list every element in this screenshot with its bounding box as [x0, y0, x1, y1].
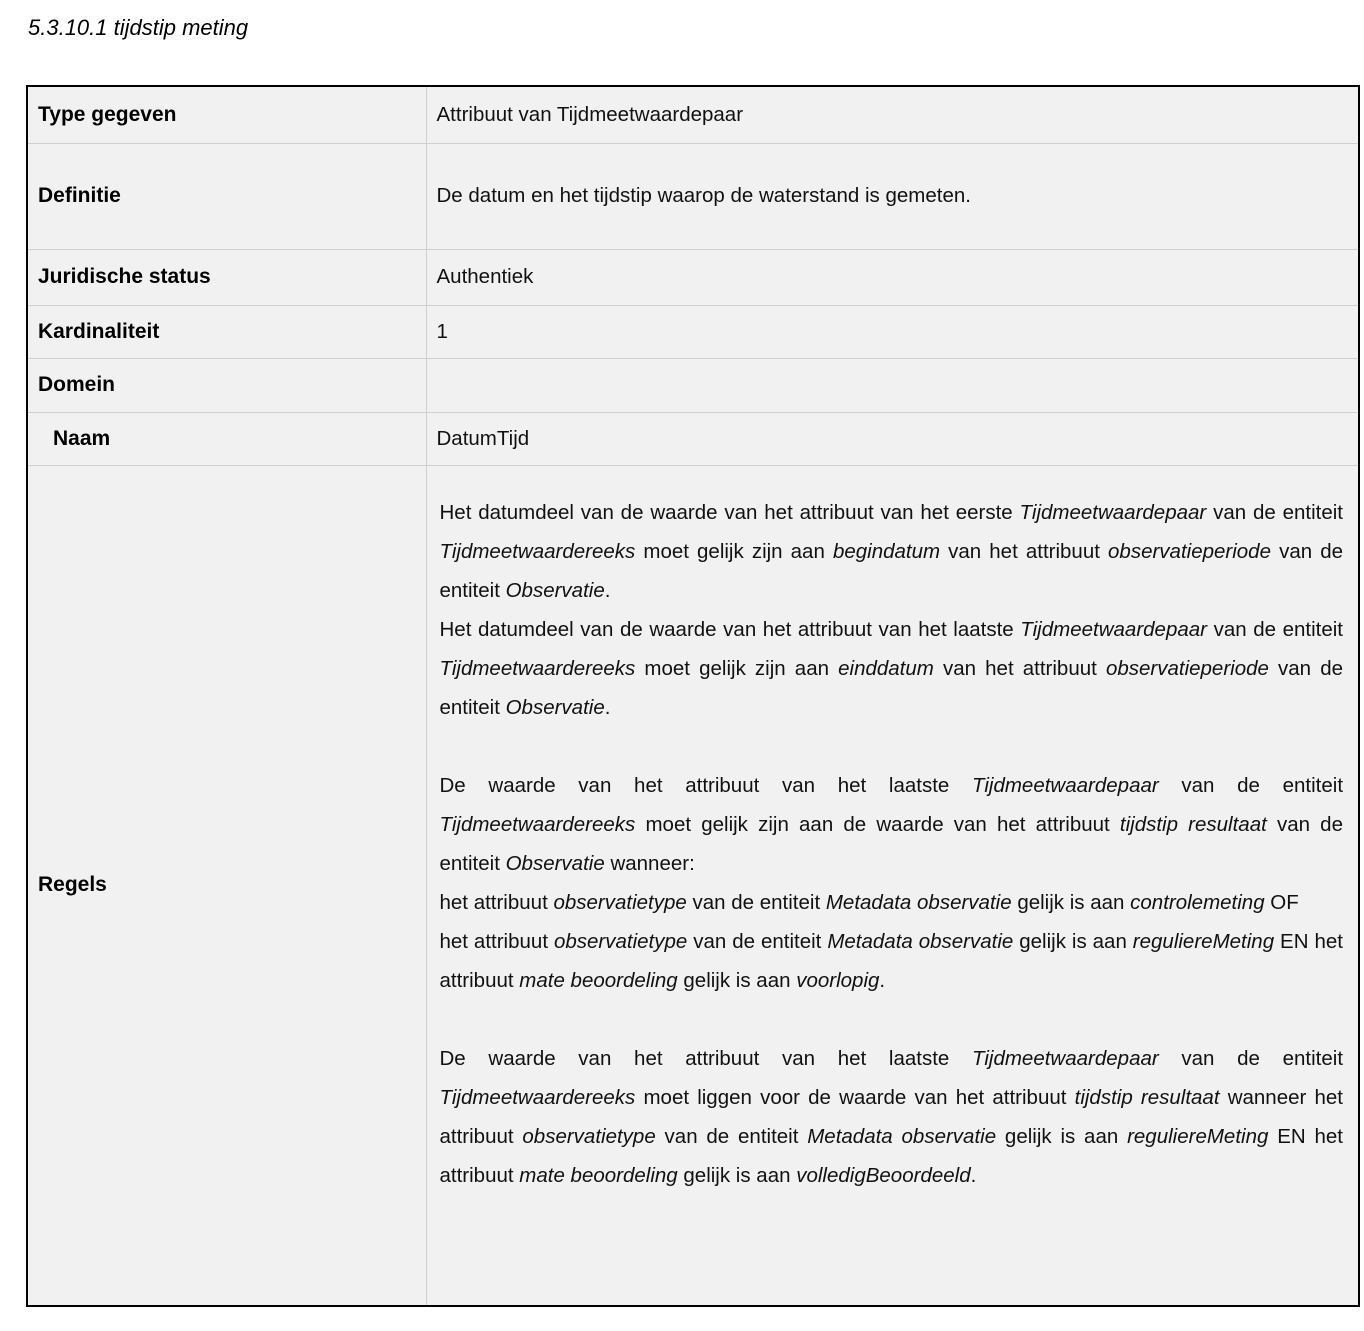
regels-text: moet gelijk zijn aan de waarde van het attribuut: [635, 812, 1120, 836]
attribute-spec-table: [26, 85, 1360, 1307]
regels-term-italic: Tijdmeetwaardepaar: [1020, 617, 1207, 641]
regels-text: Het datumdeel van de waarde van het attribuut van het laatste: [439, 617, 1021, 641]
regels-text: wanneer het attribuut: [439, 1085, 1343, 1148]
row-label-kardinaliteit: Kardinaliteit: [27, 305, 426, 358]
regels-text: van het attribuut: [940, 539, 1109, 563]
regels-paragraph: [440, 610, 1344, 727]
regels-text: van de entiteit: [1158, 773, 1344, 797]
regels-term-italic: Tijdmeetwaardereeks: [439, 812, 636, 836]
regels-term-italic: observatieperiode: [1108, 539, 1271, 563]
regels-term-italic: Metadata observatie: [825, 890, 1012, 914]
regels-paragraph: [440, 1039, 1344, 1195]
regels-term-italic: tijdstip resultaat: [1119, 812, 1267, 836]
regels-term-italic: Observatie: [505, 695, 605, 719]
regels-text: het attribuut: [439, 929, 554, 953]
table-row-regels: [27, 465, 1359, 1306]
row-value-naam: DatumTijd: [426, 412, 1359, 465]
regels-text: van de entiteit: [439, 539, 1344, 602]
regels-term-italic: Tijdmeetwaardereeks: [439, 539, 636, 563]
regels-text: Het datumdeel van de waarde van het attribuut van het eerste: [439, 500, 1020, 524]
regels-content: [426, 465, 1359, 1306]
regels-text: van de entiteit: [439, 812, 1343, 875]
regels-text: .: [604, 578, 611, 602]
row-value-kardinaliteit: 1: [426, 305, 1359, 358]
regels-text: .: [970, 1163, 977, 1187]
regels-text: De waarde van het attribuut van het laatste: [439, 1046, 972, 1070]
regels-term-italic: observatieperiode: [1105, 656, 1269, 680]
regels-text: van de entiteit: [439, 656, 1344, 719]
row-label-type-gegeven: Type gegeven: [27, 86, 426, 143]
regels-text: van de entiteit: [687, 929, 828, 953]
row-label-definitie: Definitie: [27, 143, 426, 249]
regels-term-italic: observatietype: [553, 890, 687, 914]
regels-term-italic: reguliereMeting: [1132, 929, 1275, 953]
row-value-type-gegeven: Attribuut van Tijdmeetwaardepaar: [426, 86, 1359, 143]
regels-term-italic: Observatie: [505, 851, 605, 875]
regels-paragraph: [440, 883, 1344, 922]
regels-term-italic: Tijdmeetwaardereeks: [439, 656, 636, 680]
row-value-domein: [426, 358, 1359, 412]
regels-term-italic: observatietype: [522, 1124, 656, 1148]
regels-text: moet liggen voor de waarde van het attribuut: [635, 1085, 1075, 1109]
regels-paragraph: [440, 493, 1344, 610]
regels-text: gelijk is aan: [677, 968, 797, 992]
row-label-domein: Domein: [27, 358, 426, 412]
regels-text: van het attribuut: [933, 656, 1106, 680]
table-row-kardinaliteit: [27, 305, 1359, 358]
regels-text: EN het attribuut: [439, 929, 1343, 992]
regels-paragraph: [440, 922, 1344, 1000]
section-heading: 5.3.10.1 tijdstip meting: [28, 15, 249, 40]
table-row-naam: [27, 412, 1359, 465]
regels-term-italic: Tijdmeetwaardepaar: [972, 773, 1159, 797]
regels-text: van de entiteit: [1206, 500, 1344, 524]
regels-term-italic: einddatum: [838, 656, 934, 680]
regels-term-italic: tijdstip resultaat: [1074, 1085, 1220, 1109]
regels-term-italic: voorlopig: [796, 968, 880, 992]
regels-text: De waarde van het attribuut van het laatste: [439, 773, 972, 797]
regels-text: gelijk is aan: [1013, 929, 1133, 953]
regels-text: .: [879, 968, 886, 992]
regels-text: van de entiteit: [655, 1124, 808, 1148]
regels-paragraph: [440, 766, 1344, 883]
regels-term-italic: begindatum: [832, 539, 941, 563]
regels-term-italic: Tijdmeetwaardereeks: [439, 1085, 636, 1109]
table-row-juridische-status: [27, 249, 1359, 305]
regels-text: OF: [1264, 890, 1299, 914]
row-label-regels: Regels: [27, 465, 426, 1306]
regels-term-italic: volledigBeoordeeld: [796, 1163, 971, 1187]
regels-text: van de entiteit: [1206, 617, 1344, 641]
row-label-naam: Naam: [27, 412, 426, 465]
row-label-juridische-status: Juridische status: [27, 249, 426, 305]
regels-term-italic: observatietype: [553, 929, 688, 953]
regels-text: .: [604, 695, 611, 719]
regels-text: EN het attribuut: [439, 1124, 1343, 1187]
regels-text: het attribuut: [439, 890, 554, 914]
regels-text: moet gelijk zijn aan: [635, 539, 833, 563]
row-value-definitie: De datum en het tijdstip waarop de waterstand is gemeten.: [426, 143, 1359, 249]
regels-term-italic: Tijdmeetwaardepaar: [1019, 500, 1207, 524]
regels-term-italic: Metadata observatie: [827, 929, 1014, 953]
regels-text: wanneer:: [604, 851, 695, 875]
regels-text: gelijk is aan: [1011, 890, 1131, 914]
regels-text: van de entiteit: [686, 890, 826, 914]
regels-term-italic: mate beoordeling: [519, 968, 678, 992]
regels-term-italic: Observatie: [505, 578, 605, 602]
regels-term-italic: Metadata observatie: [807, 1124, 997, 1148]
row-value-juridische-status: Authentiek: [426, 249, 1359, 305]
regels-text: van de entiteit: [1158, 1046, 1344, 1070]
table-row-domein: [27, 358, 1359, 412]
table-row-definitie: [27, 143, 1359, 249]
regels-text: gelijk is aan: [996, 1124, 1128, 1148]
regels-term-italic: Tijdmeetwaardepaar: [972, 1046, 1159, 1070]
regels-term-italic: mate beoordeling: [519, 1163, 678, 1187]
table-row-type-gegeven: [27, 86, 1359, 143]
regels-term-italic: controlemeting: [1130, 890, 1265, 914]
regels-text: gelijk is aan: [677, 1163, 797, 1187]
regels-text: moet gelijk zijn aan: [635, 656, 839, 680]
regels-term-italic: reguliereMeting: [1127, 1124, 1269, 1148]
